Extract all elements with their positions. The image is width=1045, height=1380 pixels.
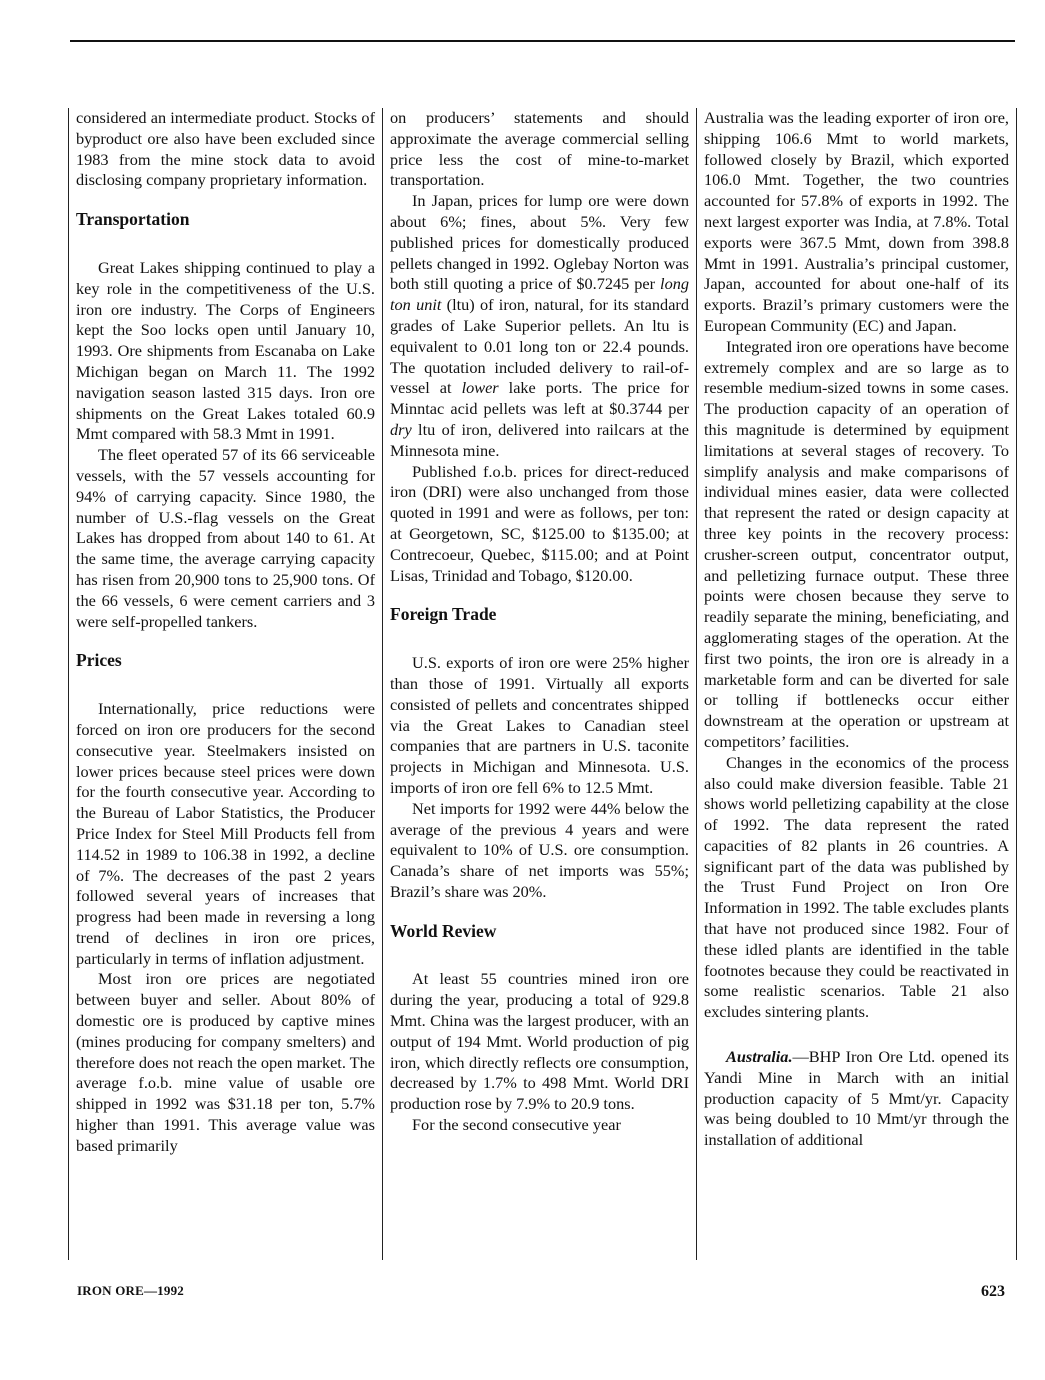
paragraph-dri-prices: Published f.o.b. prices for direct-reduced iron (DRI) were also unchanged from those quoted in 1991 and were as follows, per ton: at Georgetown, SC, $125.00 to $135.00; at Contrecoeur, Quebec, $115.00; and at Point Lisas, Trinidad and Tobago, $120.00. (390, 461, 689, 585)
heading-transportation: Transportation (76, 209, 190, 230)
column-middle (383, 108, 697, 1260)
emphasis-dry: dry (390, 419, 412, 439)
paragraph-transportation-1: Great Lakes shipping continued to play a key role in the competitiveness of the U.S. iron ore industry. The Corps of Engineers kept the Soo locks open until January 10, 1993. Ore shipments from Escanaba on Lake Michigan began on March 11. The 1992 navigation season lasted 315 days. Iron ore shipments on the Great Lakes totaled 60.9 Mmt compared with 58.3 Mmt in 1991. (76, 257, 375, 444)
running-title: IRON ORE—1992 (77, 1283, 184, 1298)
emphasis-lower: lower (461, 378, 499, 398)
paragraph-opening: considered an intermediate product. Stocks of byproduct ore also have been excluded since 1983 from the mine stock data to avoid disclosing company proprietary information. (76, 108, 375, 190)
paragraph-opening: Australia was the leading exporter of iron ore, shipping 106.6 Mmt to world markets, followed closely by Brazil, which exported 106.0 Mmt. Together, the two countries accounted for 57.8% of exports in 1992. The next largest exporter was India, at 7.8%. Total exports were 367.5 Mmt, down from 398.8 Mmt in 1991. Australia’s principal customer, Japan, accounted for about one-half of its exports. Brazil’s primary customers were the European Community (EC) and Japan. (704, 108, 1009, 335)
paragraph-world-2: For the second consecutive year (412, 1115, 621, 1135)
paragraph-foreign-1: U.S. exports of iron ore were 25% higher than those of 1991. Virtually all exports consisted of pellets and concentrates shipped via the Great Lakes to Canadian steel companies that are partners in U.S. taconite projects in Michigan and Minnesota. U.S. imports of iron ore fell 6% to 12.5 Mmt. (390, 653, 689, 797)
heading-prices: Prices (76, 650, 122, 671)
paragraph-prices-2: Most iron ore prices are negotiated between buyer and seller. About 80% of domestic ore is produced by captive mines (mines producing for company smelters) and therefore does not reach the open market. The average f.o.b. mine value of usable ore shipped in 1992 was $31.18 per ton, 5.7% higher than 1991. This average value was based primarily (76, 969, 375, 1155)
top-rule (70, 40, 1015, 42)
paragraph-opening: on producers’ statements and should approximate the average commercial selling price less the cost of mine-to-market transportation. (390, 108, 689, 190)
australia-label: Australia. (726, 1047, 793, 1067)
paragraph-world-1: At least 55 countries mined iron ore during the year, producing a total of 929.8 Mmt. China was the largest producer, with an output of 194 Mmt. World production of pig iron, which directly reflects ore consumption, decreased by 1.7% to 498 Mmt. World DRI production rose by 7.9% to 20.9 tons. (390, 969, 689, 1114)
paragraph-integrated: Integrated iron ore operations have become extremely complex and are so large as to resemble medium-sized towns in some cases. The production capacity of an operation of this magnitude is determined by equipment limitations at several stages of recovery. To simplify analysis and make comparisons of individual mines easier, data were collected that represent the rated or design capacity at three key points in the recovery process: crusher-screen output, concentrator output, and pelletizing furnace output. These three points were chosen because they serve to readily separate the mining, beneficiating, and agglomerating stages of the operation. At the first two points, the iron ore is already in a marketable form and can be diverted for sale or tolling if bottlenecks occur either downstream at the operation or upstream at competitors’ facilities. (704, 336, 1009, 751)
paragraph-australia: Australia.—BHP Iron Ore Ltd. opened its Yandi Mine in March with an initial production capacity of 5 Mmt/yr. Capacity was being doubled to 10 Mmt/yr through the installation of additional (704, 1047, 1009, 1150)
spacer (704, 1023, 1009, 1047)
page-number: 623 (981, 1283, 1005, 1300)
paragraph-changes: Changes in the economics of the process also could make diversion feasible. Table 21 shows world pelletizing capability at the close of 1992. The data represent the rated capacities of 82 plants in 26 countries. A significant part of the data was published by the Trust Fund Project on Iron Ore Information in 1992. The table excludes plants that have not produced since 1982. Four of these idled plants are identified in the table footnotes because they could be reactivated in some realistic scenarios. Table 21 also excludes sintering plants. (704, 752, 1009, 1022)
paragraph-transportation-2: The fleet operated 57 of its 66 serviceable vessels, with the 57 vessels accounting for 94% of carrying capacity. Since 1980, the number of U.S.-flag vessels on the Great Lakes has dropped from about 140 to 61. At the same time, the average carrying capacity has risen from 20,900 tons to 25,900 tons. Of the 66 vessels, 6 were cement carriers and 3 were self-propelled tankers. (76, 445, 375, 631)
column-right (697, 108, 1017, 1260)
emphasis-long-ton-unit: long ton unit (390, 274, 689, 315)
paragraph-prices-1: Internationally, price reductions were forced on iron ore producers for the second consecutive year. Steelmakers insisted on lower prices because steel prices were down for the fourth consecutive year. According to the Bureau of Labor Statistics, the Producer Price Index for Steel Mill Products fell from 114.52 in 1989 to 106.38 in 1992, a decline of 7%. The decreases of the past 2 years followed several years of increases that progress had been made in reversing a long trend of declines in iron ore prices, particularly in terms of inflation adjustment. (76, 699, 375, 968)
paragraph-foreign-2: Net imports for 1992 were 44% below the average of the previous 4 years and were equivalent to 10% of U.S. ore consumption. Canada’s share of net imports was 55%; Brazil’s share was 20%. (390, 798, 689, 901)
heading-foreign-trade: Foreign Trade (390, 604, 497, 625)
heading-world-review: World Review (390, 920, 497, 941)
paragraph-japan: In Japan, prices for lump ore were down about 6%; fines, about 5%. Very few published prices for domestically produced pellets changed in 1992. Oglebay Norton was both still quoting a price of $0.7245 per long ton unit (ltu) of iron, natural, for its standard grades of Lake Superior pellets. An ltu is equivalent to 0.01 long ton or 22.4 pounds. The quotation included delivery to rail-of-vessel at lower lake ports. The price for Minntac acid pellets was left at $0.3744 per dry ltu of iron, delivered into railcars at the Minnesota mine. (390, 191, 689, 460)
column-left (68, 108, 383, 1260)
